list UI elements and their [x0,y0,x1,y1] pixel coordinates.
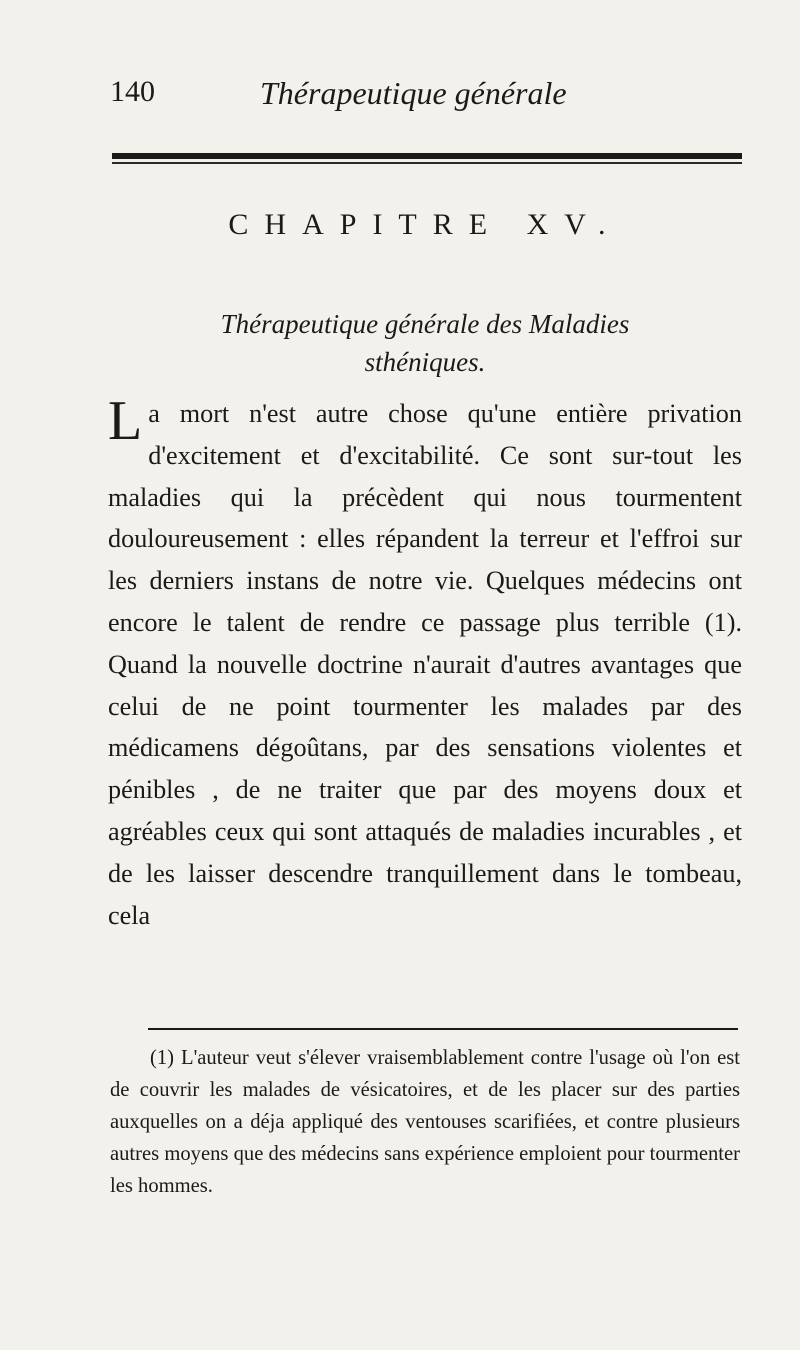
chapter-title-line-1: Thérapeutique générale des Maladies [220,309,630,339]
running-head [110,75,670,125]
page-number: 140 [110,75,155,108]
chapter-title-line-2: sthéniques. [364,347,486,377]
header-rule [112,153,742,159]
body-text: a mort n'est autre chose qu'une entière privation d'excitement et d'excitabilité. Ce sont sur-tout les maladies qui la précèdent qui nous tourmentent douloureusement : elles répandent la terreur et l'effroi sur les derniers instans de notre vie. Quelques médecins ont encore le talent de rendre ce passage plus terrible (1). Quand la nouvelle doctrine n'aurait d'autres avantages que celui de ne point tourmenter les malades par des médicamens dégoûtans, par des sensations violentes et pénibles , de ne traiter que par des moyens doux et agréables ceux qui sont attaqués de maladies incurables , et de les laisser descendre tranquillement dans le tombeau, cela [108,399,742,930]
running-title: Thérapeutique générale [260,75,567,111]
chapter-title [110,305,740,381]
footnote: (1) L'auteur veut s'élever vraisemblablement contre l'usage où l'on est de couvrir les malades de vésicatoires, et de les placer sur des parties auxquelles on a déja appliqué des ventouses scarifiées, et contre plusieurs autres moyens que des médecins sans expérience emploient pour tourmenter les hommes. [110,1047,740,1197]
chapter-heading: CHAPITRE XV. [228,208,622,241]
drop-initial: L [108,390,143,452]
body-paragraph [108,390,742,936]
footnote-rule [148,1028,738,1030]
header-rule-thin [112,162,742,164]
